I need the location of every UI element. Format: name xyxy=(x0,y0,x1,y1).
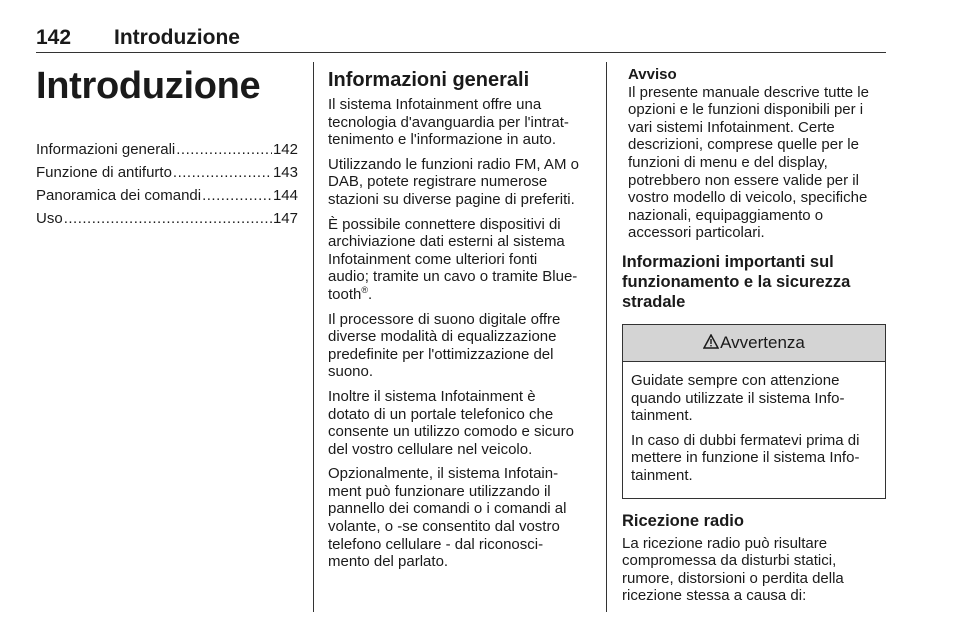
page-number: 142 xyxy=(36,26,72,49)
toc-column xyxy=(36,62,298,230)
table-of-contents xyxy=(36,138,298,230)
running-section-title: Introduzione xyxy=(114,26,240,49)
warning-body xyxy=(623,362,885,498)
notice-block xyxy=(622,66,886,242)
notice-heading: Avviso xyxy=(628,66,677,83)
header-divider xyxy=(36,52,886,53)
toc-entry-label: Funzione di antifurto xyxy=(36,164,172,181)
toc-entry-label: Informazioni generali xyxy=(36,141,176,158)
column-divider xyxy=(313,62,314,612)
notice-text: Il presente manuale descrive tutte le opzioni e le funzioni disponibili per i vari sistemi Infotainment. Certe descrizioni, comprese quelle per le funzioni di menu e del display, potrebbero non essere valide per il vostro modello di veicolo, specifiche nazionali, equipaggiamento o accessori particolari. xyxy=(628,83,869,242)
toc-entry-label: Panoramica dei comandi xyxy=(36,187,202,204)
toc-entry-page: 142 xyxy=(272,141,298,158)
warning-paragraph: Guidate sempre con attenzione quando utilizzate il sistema Info-tainment. xyxy=(631,371,845,425)
paragraph: Il processore di suono digitale offre diverse modalità di equalizzazione predefinite per l'ottimizzazione del suono. xyxy=(328,310,561,381)
toc-leader-dots xyxy=(173,161,272,184)
toc-entry[interactable] xyxy=(36,207,298,230)
toc-entry[interactable] xyxy=(36,138,298,161)
paragraph: La ricezione radio può risultare compromessa da disturbi statici, rumore, distorsioni o perdita della ricezione stessa a causa di: xyxy=(622,534,844,605)
paragraph: Inoltre il sistema Infotainment è dotato di un portale telefonico che consente un utilizzo comodo e sicuro del vostro cellulare nel veicolo. xyxy=(328,387,574,458)
toc-leader-dots xyxy=(202,184,272,207)
warning-title: Avvertenza xyxy=(720,332,805,352)
toc-entry-page: 147 xyxy=(272,210,298,227)
paragraph xyxy=(328,216,580,304)
paragraph-text: È possibile connettere dispositivi di archiviazione dati esterni al sistema Infotainment come ulteriori fonti audio; tramite un cavo o tramite Blue-tooth xyxy=(328,215,578,303)
paragraph: Utilizzando le funzioni radio FM, AM o DAB, potete registrare numerose stazioni su diverse pagine di preferiti. xyxy=(328,155,579,208)
toc-leader-dots xyxy=(176,138,272,161)
toc-entry-label: Uso xyxy=(36,210,63,227)
subsection-heading: Ricezione radio xyxy=(622,511,744,530)
subsection-heading: Informazioni importanti sul funzionamento e la sicurezza stradale xyxy=(622,252,851,311)
toc-leader-dots xyxy=(64,207,272,230)
general-info-column xyxy=(328,62,580,578)
toc-entry-page: 143 xyxy=(272,164,298,181)
toc-entry-page: 144 xyxy=(272,187,298,204)
column-divider xyxy=(606,62,607,612)
warning-box xyxy=(622,324,886,499)
toc-entry[interactable] xyxy=(36,161,298,184)
warning-triangle-icon xyxy=(703,334,719,349)
page-header xyxy=(36,26,886,52)
registered-mark: ® xyxy=(361,284,369,295)
paragraph-end: . xyxy=(368,285,373,303)
warning-paragraph: In caso di dubbi fermatevi prima di mettere in funzione il sistema Info-tainment. xyxy=(631,431,860,484)
paragraph: Opzionalmente, il sistema Infotain-ment può funzionare utilizzando il pannello dei comandi o i comandi al volante, o -se consentito dal vostro telefono cellulare - dal riconosci-mento del parlato. xyxy=(328,465,567,571)
section-heading: Informazioni generali xyxy=(328,69,530,91)
toc-entry[interactable] xyxy=(36,184,298,207)
warning-header xyxy=(623,325,885,362)
paragraph: Il sistema Infotainment offre una tecnologia d'avanguardia per l'intrat-tenimento e l'informazione in auto. xyxy=(328,96,569,149)
notes-column xyxy=(622,62,886,612)
chapter-title: Introduzione xyxy=(36,65,261,107)
